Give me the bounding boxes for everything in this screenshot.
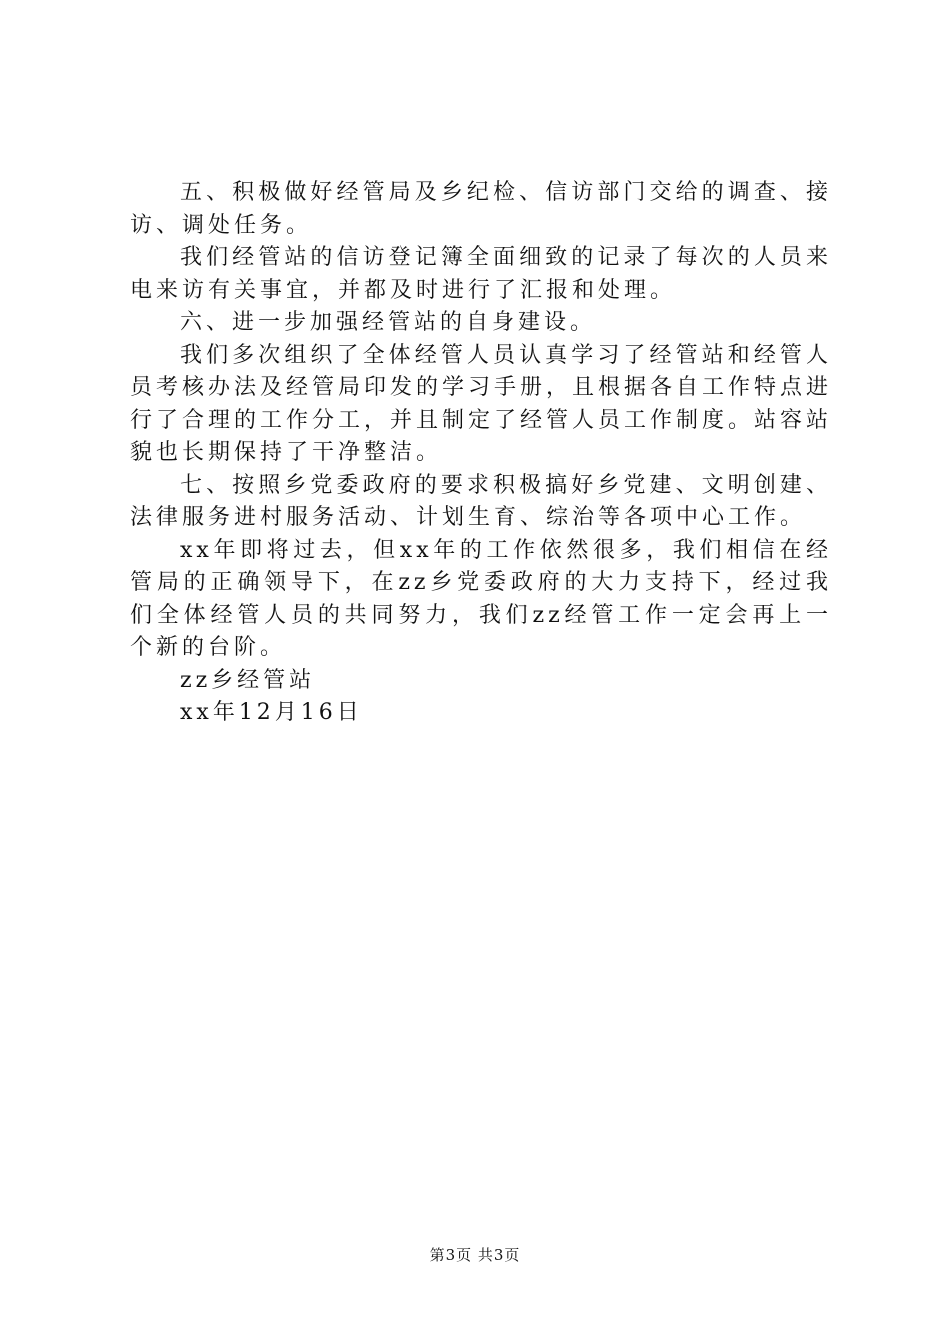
signature-date: xx年12月16日 <box>180 700 363 725</box>
paragraph-task-seven: 七、按照乡党委政府的要求积极搞好乡党建、文明创建、法律服务进村服务活动、计划生育、综治等各项中心工作。 <box>130 472 832 530</box>
paragraph-outlook: xx年即将过去，但xx年的工作依然很多，我们相信在经管局的正确领导下，在zz乡党委政府的大力支持下，经过我们全体经管人员的共同努力，我们zz经管工作一定会再上一个新的台阶。 <box>130 537 832 660</box>
paragraph-self-building: 我们多次组织了全体经管人员认真学习了经管站和经管人员考核办法及经管局印发的学习手册，且根据各自工作特点进行了合理的工作分工，并且制定了经管人员工作制度。站容站貌也长期保持了干净整洁。 <box>130 342 833 465</box>
signature-organization: zz乡经管站 <box>180 667 316 693</box>
page-footer <box>0 1244 950 1265</box>
paragraph-task-five: 五、积极做好经管局及乡纪检、信访部门交给的调查、接访、调处任务。 <box>130 180 832 238</box>
page-number: 第3页 共3页 <box>429 1246 521 1264</box>
paragraph-task-six: 六、进一步加强经管站的自身建设。 <box>180 310 597 335</box>
paragraph-petition-record: 我们经管站的信访登记簿全面细致的记录了每次的人员来电来访有关事宜，并都及时进行了汇报和处理。 <box>130 245 832 303</box>
document-body <box>130 177 832 730</box>
